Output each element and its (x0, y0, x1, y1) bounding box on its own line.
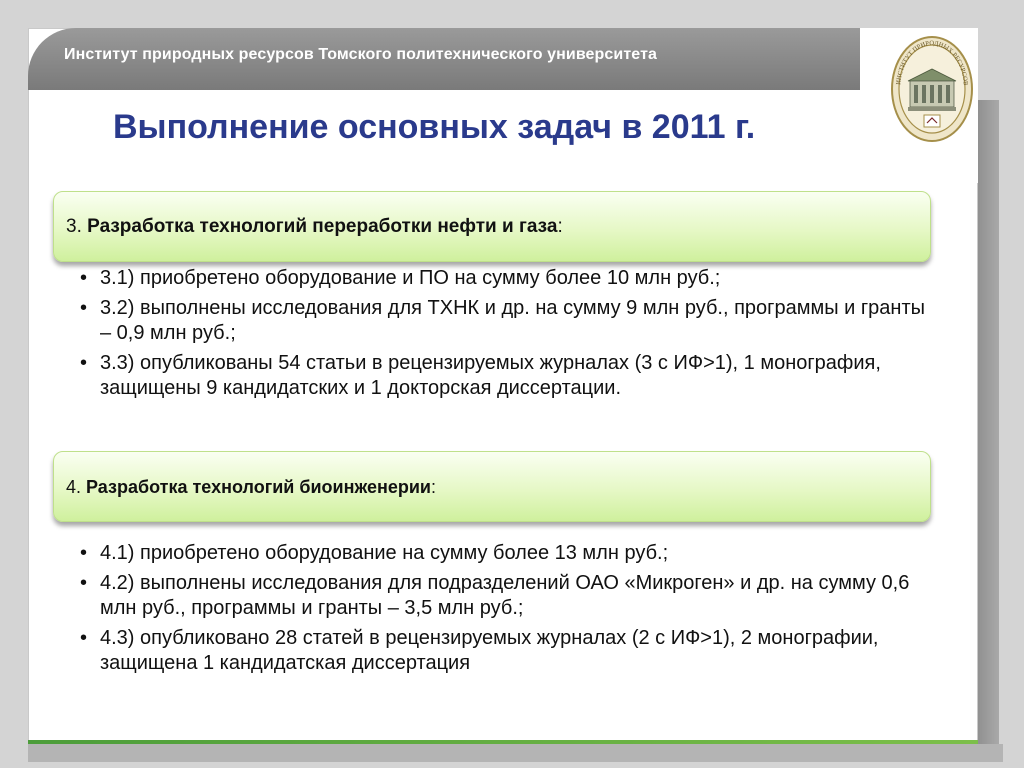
section-3-suffix: : (557, 216, 563, 237)
section-4-heading: Разработка технологий биоинженерии (86, 477, 431, 497)
university-seal-logo (890, 35, 974, 143)
slide-title: Выполнение основных задач в 2011 г. (113, 108, 756, 146)
section-4-list (78, 541, 938, 681)
seal-text: ИНСТИТУТ ПРИРОДНЫХ РЕСУРСОВ (895, 39, 969, 86)
list-item: • 4.2) выполнены исследования для подразделений ОАО «Микроген» и др. на сумму 0,6 млн руб., программы и гранты – 3,5 млн руб.; (80, 571, 910, 619)
section-4-suffix: : (430, 477, 436, 497)
list-item: • 3.1) приобретено оборудование и ПО на сумму более 10 млн руб.; (78, 266, 938, 292)
list-item: • 3.3) опубликованы 54 статьи в рецензируемых журналах (3 с ИФ>1), 1 монография, защищены 9 кандидатских и 1 докторская диссертации. (80, 351, 881, 399)
bullet-icon: • (80, 571, 88, 594)
list-item: • 4.1) приобретено оборудование на сумму более 13 млн руб.; (78, 541, 938, 567)
section-4-heading-box (53, 451, 931, 522)
bullet-icon: • (80, 296, 88, 319)
bottom-accent-line (28, 740, 978, 744)
section-3-heading-box (53, 191, 931, 262)
bullet-icon: • (80, 542, 88, 564)
slide-shadow-right (975, 100, 999, 745)
bullet-icon: • (80, 626, 88, 649)
bullet-icon: • (80, 351, 88, 374)
section-3-heading: Разработка технологий переработки нефти и газа (87, 216, 558, 237)
section-3-list (78, 266, 938, 406)
list-item: • 3.2) выполнены исследования для ТХНК и др. на сумму 9 млн руб., программы и гранты – 0,9 млн руб.; (80, 296, 925, 344)
bullet-icon: • (80, 267, 88, 289)
section-4-number: 4. (66, 477, 82, 497)
slide-shadow-bottom (28, 744, 1003, 762)
list-item: • 4.3) опубликовано 28 статей в рецензируемых журналах (2 с ИФ>1), 2 монографии, защищена 1 кандидатская диссертация (80, 626, 879, 674)
institute-name: Институт природных ресурсов Томского политехнического университета (64, 46, 658, 63)
section-3-number: 3. (66, 216, 82, 237)
